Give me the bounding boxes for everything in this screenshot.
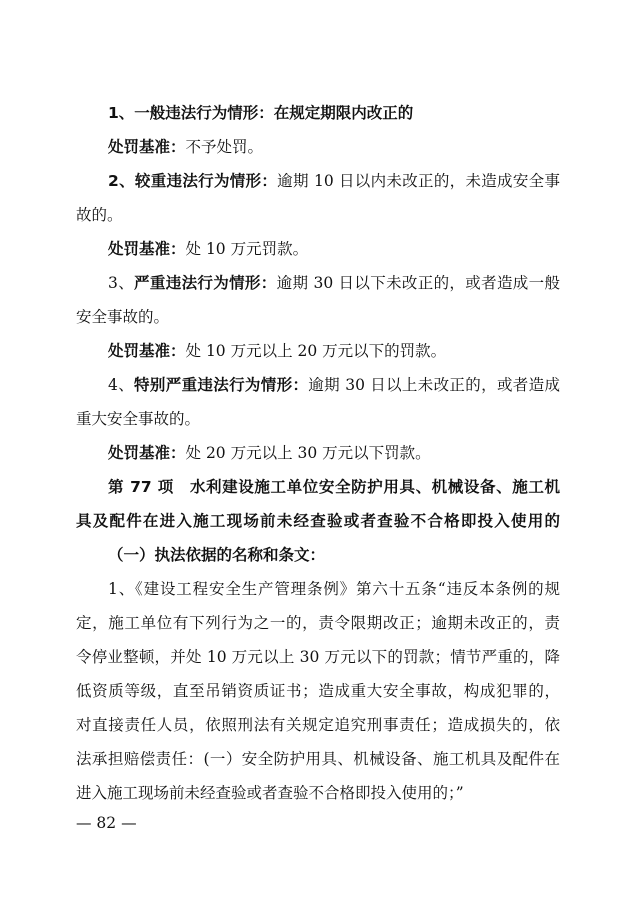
- line-8: [108, 340, 560, 362]
- line-12: [108, 476, 560, 498]
- violation-level-2: 2、较重违法行为情形：: [108, 172, 278, 190]
- penalty-label: 处罚基准：: [108, 342, 186, 360]
- violation-level-1: 1、一般违法行为情形：在规定期限内改正的: [108, 104, 414, 122]
- item-number: 3、: [108, 274, 135, 292]
- body-text: 进入施工现场前未经查验或者查验不合格即投入使用的；”: [76, 784, 464, 802]
- body-text: 1、《建设工程安全生产管理条例》第六十五条“违反本条例的规: [108, 580, 560, 598]
- line-11: [108, 442, 560, 464]
- violation-level-4: 特别严重违法行为情形：: [134, 376, 309, 394]
- line-2: [108, 136, 560, 158]
- line-3: [108, 170, 560, 192]
- body-text: 法承担赔偿责任：(一）安全防护用具、机械设备、施工机具及配件在: [76, 750, 560, 768]
- violation-level-3: 严重违法行为情形：: [134, 274, 277, 292]
- item-number: 4、: [108, 376, 135, 394]
- item-heading: 第 77 项 水利建设施工单位安全防护用具、机械设备、施工机: [108, 478, 560, 496]
- item-heading-cont: 具及配件在进入施工现场前未经查验或者查验不合格即投入使用的: [76, 512, 560, 530]
- violation-text: 故的。: [76, 206, 123, 224]
- line-17: [76, 646, 560, 668]
- line-6: [108, 272, 560, 294]
- body-text: 定，施工单位有下列行为之一的，责令限期改正；逾期未改正的，责: [76, 614, 560, 632]
- line-7: [76, 306, 560, 328]
- line-16: [76, 612, 560, 634]
- body-text: 低资质等级，直至吊销资质证书；造成重大安全事故，构成犯罪的，: [76, 682, 560, 700]
- line-18: [76, 680, 560, 702]
- penalty-label: 处罚基准：: [108, 444, 186, 462]
- line-15: [108, 578, 560, 600]
- line-14: [108, 544, 560, 566]
- section-heading: （一）执法依据的名称和条文：: [108, 546, 326, 564]
- line-20: [76, 748, 560, 770]
- penalty-text: 处 20 万元以上 30 万元以下罚款。: [185, 444, 431, 462]
- line-13: [76, 510, 560, 532]
- line-1: [108, 102, 560, 124]
- line-10: [76, 408, 560, 430]
- line-9: [108, 374, 560, 396]
- line-5: [108, 238, 560, 260]
- penalty-text: 处 10 万元以上 20 万元以下的罚款。: [185, 342, 447, 360]
- line-19: [76, 714, 560, 736]
- body-text: 对直接责任人员，依照刑法有关规定追究刑事责任；造成损失的，依: [76, 716, 560, 734]
- violation-text: 逾期 30 日以上未改正的，或者造成: [308, 376, 560, 394]
- penalty-text: 不予处罚。: [185, 138, 264, 156]
- violation-text: 逾期 10 日以内未改正的，未造成安全事: [277, 172, 560, 190]
- line-21: [76, 782, 560, 804]
- page-number: — 82 —: [76, 814, 137, 832]
- penalty-label: 处罚基准：: [108, 240, 186, 258]
- violation-text: 安全事故的。: [76, 308, 170, 326]
- violation-text: 逾期 30 日以下未改正的，或者造成一般: [276, 274, 560, 292]
- penalty-text: 处 10 万元罚款。: [185, 240, 309, 258]
- line-4: [76, 204, 560, 226]
- penalty-label: 处罚基准：: [108, 138, 186, 156]
- body-text: 令停业整顿，并处 10 万元以上 30 万元以下的罚款；情节严重的，降: [76, 648, 560, 666]
- violation-text: 重大安全事故的。: [76, 410, 201, 428]
